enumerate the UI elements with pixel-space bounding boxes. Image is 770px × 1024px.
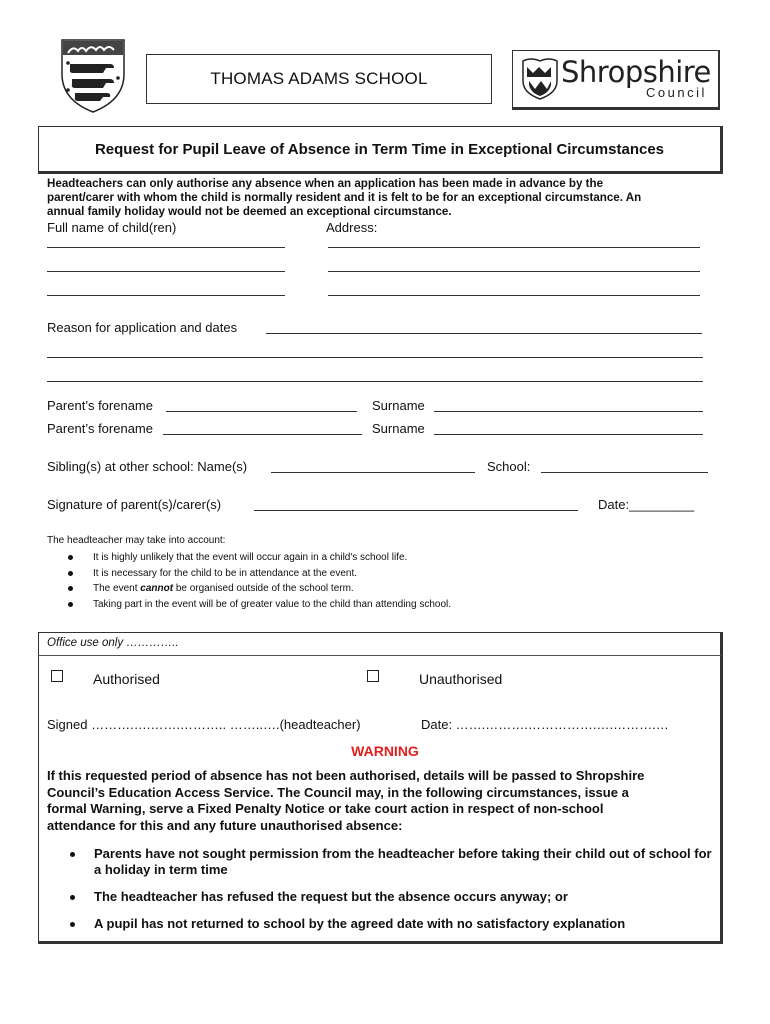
signature-label: Signature of parent(s)/carer(s): [47, 497, 222, 512]
warning-line: Council’s Education Access Service. The Council may, in the following circumstances, issue a: [47, 784, 629, 800]
intro-line: parent/carer with whom the child is normally resident and it is felt to be for an exceptional circumstance. An: [47, 191, 642, 204]
warning-title: WARNING: [351, 743, 419, 759]
council-name: Shropshire: [561, 55, 711, 89]
surname-label-1: Surname: [372, 398, 425, 413]
parent-forename-field-2[interactable]: [163, 434, 362, 435]
authorised-label: Authorised: [93, 671, 160, 687]
sibling-school-label: School:: [487, 459, 531, 474]
warning-line: If this requested period of absence has not been authorised, details will be passed to Shropshire: [47, 768, 645, 783]
signature-date-field[interactable]: Date:_________: [598, 497, 695, 512]
school-name: THOMAS ADAMS SCHOOL: [210, 69, 428, 88]
list-item: Parents have not sought permission from the headteacher before taking their child out of school for a holiday in term time: [70, 846, 720, 878]
warning-list: [70, 846, 720, 932]
unauthorised-label: Unauthorised: [419, 671, 503, 687]
child-name-field-1[interactable]: [47, 247, 285, 248]
office-divider: [38, 655, 721, 656]
signature-field[interactable]: [254, 510, 578, 511]
list-item: The event cannot be organised outside of the school term.: [68, 581, 451, 597]
list-item: The headteacher has refused the request but the absence occurs anyway; or: [70, 889, 720, 905]
parent-forename-label-1: Parent’s forename: [47, 398, 153, 413]
intro-line: annual family holiday would not be deemed an exceptional circumstance.: [47, 205, 452, 218]
office-use-label: Office use only …………..: [47, 637, 179, 649]
surname-field-2[interactable]: [434, 434, 703, 435]
sibling-label: Sibling(s) at other school: Name(s): [47, 459, 248, 474]
warning-line: attendance for this and any future unauthorised absence:: [47, 817, 403, 833]
unauthorised-checkbox[interactable]: [367, 670, 379, 682]
surname-field-1[interactable]: [434, 411, 703, 412]
consider-list: [68, 550, 451, 612]
warning-paragraph: [47, 768, 717, 834]
address-label: Address:: [326, 220, 378, 235]
intro-line: Headteachers can only authorise any absence when an application has been made in advance by the: [47, 177, 604, 190]
list-item: It is necessary for the child to be in attendance at the event.: [68, 566, 451, 582]
list-item: Taking part in the event will be of greater value to the child than attending school.: [68, 597, 451, 613]
address-field-1[interactable]: [328, 247, 700, 248]
intro-paragraph: [47, 177, 721, 219]
parent-forename-field-1[interactable]: [166, 411, 357, 412]
reason-label: Reason for application and dates: [47, 320, 238, 335]
council-logo-box: [512, 50, 720, 110]
headteacher-date-field[interactable]: Date: …….……….…………….….……….…: [421, 717, 669, 732]
reason-field-2[interactable]: [47, 357, 703, 358]
school-crest-logo: [58, 34, 128, 114]
school-name-box: [146, 54, 492, 104]
child-name-field-2[interactable]: [47, 271, 285, 272]
surname-label-2: Surname: [372, 421, 425, 436]
reason-field-1[interactable]: [266, 333, 702, 334]
sibling-name-field[interactable]: [271, 472, 475, 473]
list-item: It is highly unlikely that the event will occur again in a child's school life.: [68, 550, 451, 566]
form-title: Request for Pupil Leave of Absence in Term Time in Exceptional Circumstances: [94, 140, 665, 158]
warning-line: formal Warning, serve a Fixed Penalty Notice or take court action in respect of non-school: [47, 801, 604, 816]
full-name-label: Full name of child(ren): [47, 220, 177, 235]
consider-title: The headteacher may take into account:: [47, 535, 226, 546]
child-name-field-3[interactable]: [47, 295, 285, 296]
sibling-school-field[interactable]: [541, 472, 708, 473]
address-field-2[interactable]: [328, 271, 700, 272]
parent-forename-label-2: Parent’s forename: [47, 421, 153, 436]
council-subtitle: Council: [646, 85, 707, 100]
address-field-3[interactable]: [328, 295, 700, 296]
authorised-checkbox[interactable]: [51, 670, 63, 682]
headteacher-signed-field[interactable]: Signed ……….….…….……….. ……..….(headteacher): [47, 717, 361, 732]
list-item: A pupil has not returned to school by the agreed date with no satisfactory explanation: [70, 916, 720, 932]
reason-field-3[interactable]: [47, 381, 703, 382]
council-crest-icon: [521, 57, 559, 106]
form-title-box: [38, 126, 723, 174]
